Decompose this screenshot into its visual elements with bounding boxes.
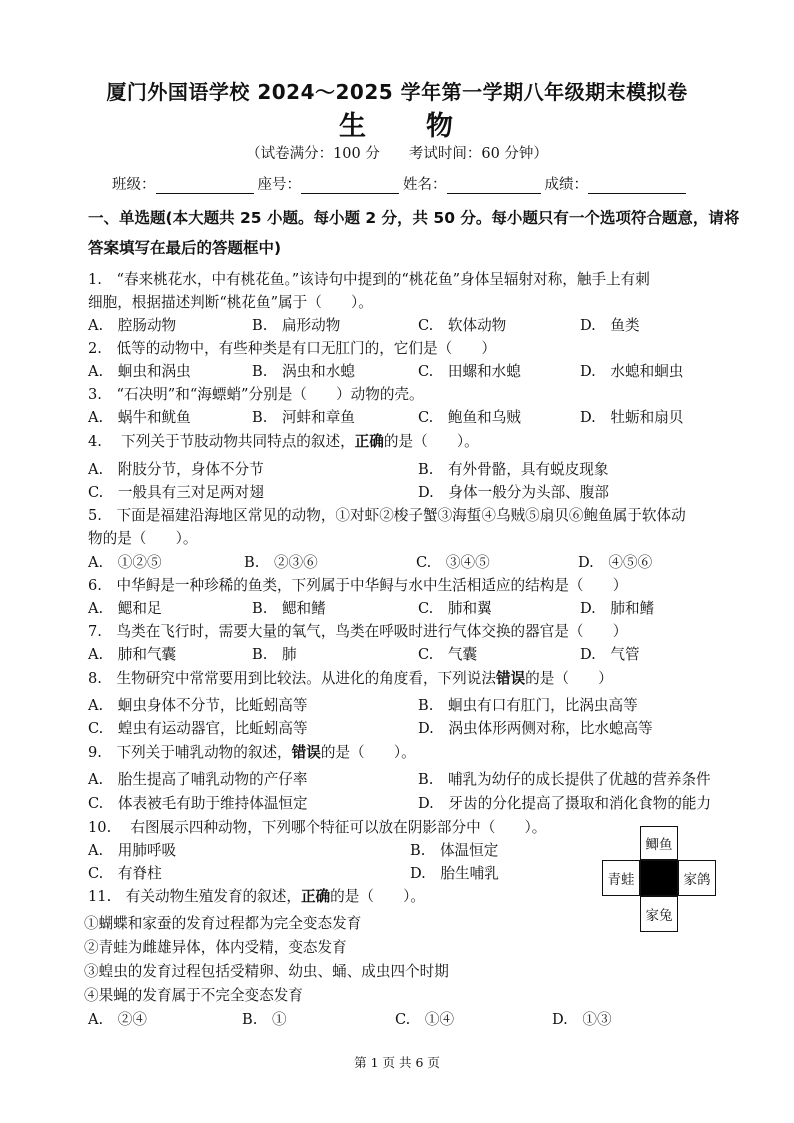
q1-option-a: A. 腔肠动物 [88, 317, 177, 334]
q8-option-a: A. 蛔虫身体不分节，比蚯蚓高等 [88, 697, 308, 714]
q6-option-b: B. 鳃和鳍 [252, 600, 326, 617]
q8-option-d: D. 涡虫体形两侧对称，比水螅高等 [418, 720, 653, 737]
q2-option-a: A. 蛔虫和涡虫 [88, 363, 191, 380]
exam-info: （试卷满分：100 分 考试时间：60 分钟） [246, 146, 548, 162]
q11-option-b: B. ① [242, 1011, 287, 1028]
q6-option-a: A. 鳃和足 [88, 600, 162, 617]
q7-option-d: D. 气管 [580, 646, 640, 663]
q6-option-c: C. 肺和翼 [418, 600, 492, 617]
q1-option-b: B. 扁形动物 [252, 317, 341, 334]
score-blank[interactable] [588, 178, 686, 194]
q10-option-d: D. 胎生哺乳 [410, 865, 499, 882]
q4-option-b: B. 有外骨骼，具有蜕皮现象 [418, 461, 609, 478]
q8-stem: 8. 生物研究中常常要用到比较法。从进化的角度看，下列说法错误的是（ ） [88, 670, 613, 687]
q10-option-a: A. 用肺呼吸 [88, 842, 177, 859]
q11-statement-3: ③蝗虫的发育过程包括受精卵、幼虫、蛹、成虫四个时期 [84, 963, 449, 980]
q11-option-d: D. ①③ [552, 1011, 612, 1028]
name-blank[interactable] [447, 178, 541, 194]
q6-stem: 6. 中华鲟是一种珍稀的鱼类，下列属于中华鲟与水中生活相适应的结构是（ ） [88, 577, 628, 594]
page-number: 第 1 页 共 6 页 [354, 1055, 440, 1070]
score-label: 成绩： [544, 177, 588, 193]
q3-option-a: A. 蜗牛和鱿鱼 [88, 409, 191, 426]
q11-stem: 11. 有关动物生殖发育的叙述，正确的是（ ）。 [88, 888, 425, 905]
q8-option-b: B. 蛔虫有口有肛门，比涡虫高等 [418, 697, 638, 714]
q5-option-c: C. ③④⑤ [416, 554, 490, 571]
q3-stem: 3. “石决明”和“海螵蛸”分别是（ ）动物的壳。 [88, 386, 424, 403]
q4-option-d: D. 身体一般分为头部、腹部 [418, 484, 609, 501]
q9-emphasis: 错误 [291, 744, 321, 761]
exam-title: 厦门外国语学校 2024～2025 学年第一学期八年级期末模拟卷 [106, 80, 688, 104]
q5-option-b: B. ②③⑥ [244, 554, 318, 571]
q5-option-a: A. ①②⑤ [88, 554, 162, 571]
section-heading: 一、单选题(本大题共 25 小题。每小题 2 分，共 50 分。每小题只有一个选项符合题意，请将答案填写在最后的答题框中) [88, 209, 740, 257]
subject-title: 生 物 [339, 111, 455, 142]
q4-stem: 4. 下列关于节肢动物共同特点的叙述，正确的是（ ）。 [88, 433, 479, 450]
q4-option-c: C. 一般具有三对足两对翅 [88, 484, 264, 501]
diagram-cell-top: 鲫鱼 [640, 826, 678, 860]
q10-option-c: C. 有脊柱 [88, 865, 162, 882]
q1-option-c: C. 软体动物 [418, 317, 507, 334]
class-blank[interactable] [156, 178, 254, 194]
q5-option-d: D. ④⑤⑥ [578, 554, 653, 571]
q2-option-d: D. 水螅和蛔虫 [580, 363, 684, 380]
q2-option-c: C. 田螺和水螅 [418, 363, 521, 380]
q9-option-a: A. 胎生提高了哺乳动物的产仔率 [88, 771, 308, 788]
q1-stem-line2: 细胞，根据描述判断“桃花鱼”属于（ ）。 [88, 294, 373, 311]
q9-stem: 9. 下列关于哺乳动物的叙述，错误的是（ ）。 [88, 744, 416, 761]
diagram-cell-right: 家鸽 [678, 860, 716, 896]
q9-option-d: D. 牙齿的分化提高了摄取和消化食物的能力 [418, 795, 712, 812]
q11-option-c: C. ①④ [395, 1011, 455, 1028]
seat-blank[interactable] [301, 178, 399, 194]
seat-label: 座号： [257, 177, 301, 193]
q3-option-d: D. 牡蛎和扇贝 [580, 409, 684, 426]
q5-stem-line2: 物的是（ ）。 [88, 530, 198, 547]
q7-option-c: C. 气囊 [418, 646, 478, 663]
q6-option-d: D. 肺和鳍 [580, 600, 655, 617]
q10-stem: 10. 右图展示四种动物，下列哪个特征可以放在阴影部分中（ ）。 [88, 819, 547, 836]
q7-stem: 7. 鸟类在飞行时，需要大量的氧气，鸟类在呼吸时进行气体交换的器官是（ ） [88, 623, 628, 640]
q1-stem-line1: 1. “春来桃花水，中有桃花鱼。”该诗句中提到的“桃花鱼”身体呈辐射对称，触手上有刺 [88, 271, 650, 288]
q11-option-a: A. ②④ [88, 1011, 147, 1028]
q11-statement-4: ④果蝇的发育属于不完全变态发育 [84, 987, 303, 1004]
q11-emphasis: 正确 [300, 888, 331, 905]
animal-cross-diagram [602, 826, 716, 932]
class-label: 班级： [112, 177, 156, 193]
q2-option-b: B. 涡虫和水螅 [252, 363, 355, 380]
q11-statement-1: ①蝴蝶和家蚕的发育过程都为完全变态发育 [84, 915, 362, 932]
q3-option-c: C. 鲍鱼和乌贼 [418, 409, 521, 426]
q4-option-a: A. 附肢分节，身体不分节 [88, 461, 264, 478]
name-label: 姓名： [403, 177, 447, 193]
q9-option-c: C. 体表被毛有助于维持体温恒定 [88, 795, 308, 812]
q8-emphasis: 错误 [495, 670, 526, 687]
q8-option-c: C. 蝗虫有运动器官，比蚯蚓高等 [88, 720, 308, 737]
q5-stem-line1: 5. 下面是福建沿海地区常见的动物，①对虾②梭子蟹③海蜇④乌贼⑤扇贝⑥鲍鱼属于软体动 [88, 507, 686, 524]
q7-option-b: B. 肺 [252, 646, 297, 663]
q4-emphasis: 正确 [354, 433, 384, 450]
diagram-cell-left: 青蛙 [602, 860, 640, 896]
q3-option-b: B. 河蚌和章鱼 [252, 409, 355, 426]
diagram-shaded-center [640, 860, 678, 896]
student-info-fields [112, 173, 690, 194]
q7-option-a: A. 肺和气囊 [88, 646, 177, 663]
diagram-cell-bottom: 家兔 [640, 896, 678, 932]
q1-option-d: D. 鱼类 [580, 317, 640, 334]
q11-statement-2: ②青蛙为雌雄异体，体内受精，变态发育 [84, 939, 347, 956]
q2-stem: 2. 低等的动物中，有些种类是有口无肛门的，它们是（ ） [88, 340, 496, 357]
q10-option-b: B. 体温恒定 [410, 842, 499, 859]
q9-option-b: B. 哺乳为幼仔的成长提供了优越的营养条件 [418, 771, 711, 788]
